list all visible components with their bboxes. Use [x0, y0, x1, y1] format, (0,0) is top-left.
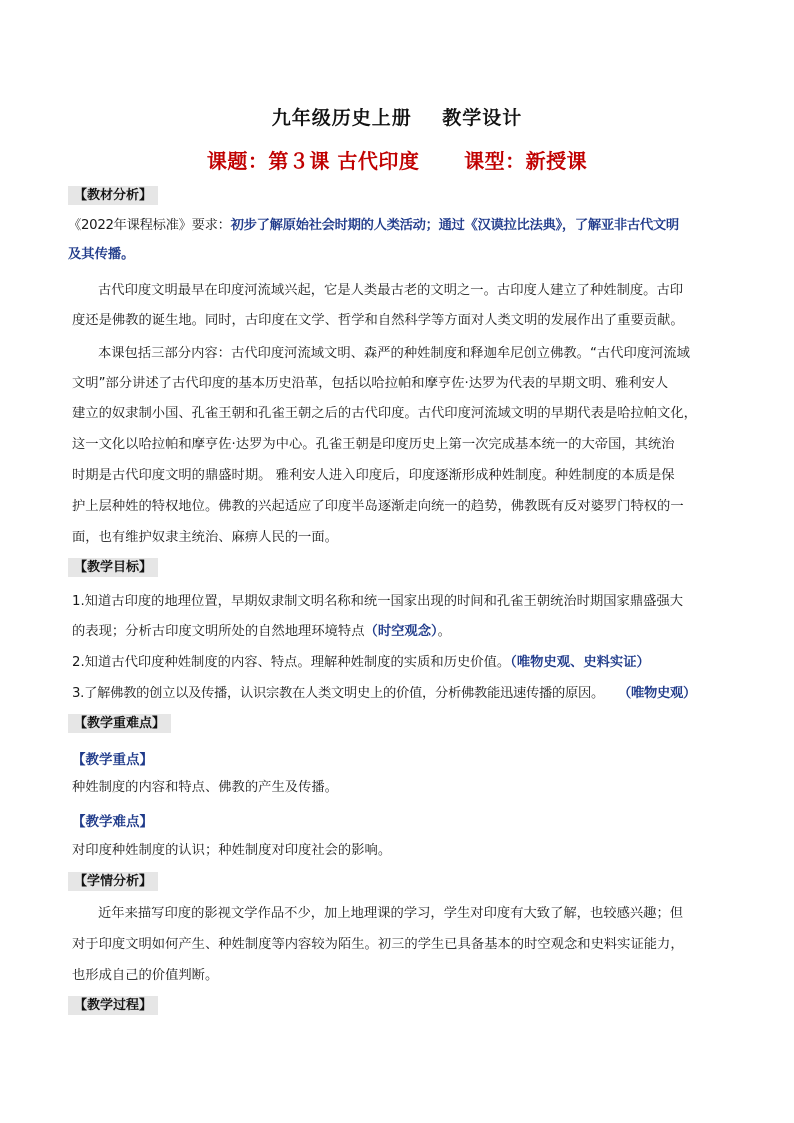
goal-3-text: 3.了解佛教的创立以及传播，认识宗教在人类文明史上的价值，分析佛教能迅速传播的原因。 — [72, 686, 604, 701]
curriculum-standard — [68, 216, 728, 236]
analysis-p2-line4: 这一文化以哈拉帕和摩亨佐·达罗为中心。孔雀王朝是印度历史上第一次完成基本统一的大帝国，其统治 — [72, 437, 675, 452]
analysis-p1-line2: 度还是佛教的诞生地。同时，古印度在文学、哲学和自然科学等方面对人类文明的发展作出了重要贡献。 — [72, 313, 684, 328]
students-line1: 近年来描写印度的影视文学作品不少，加上地理课的学习，学生对印度有大致了解，也较感兴趣；但 — [98, 906, 684, 921]
page-title: 九年级历史上册 教学设计 — [271, 107, 523, 129]
analysis-p2-line1: 本课包括三部分内容：古代印度河流域文明、森严的种姓制度和释迦牟尼创立佛教。“古代印度河流域 — [98, 346, 690, 361]
key-point-heading: 【教学重点】 — [72, 752, 153, 768]
standard-req1: 初步了解原始社会时期的人类活动 — [230, 218, 426, 233]
lesson-subtitle: 课题：第３课 古代印度 课型：新授课 — [206, 149, 588, 173]
goal-1-end: 。 — [437, 624, 451, 639]
goal-1-text: 的表现；分析古印度文明所处的自然地理环境特点 — [72, 624, 365, 639]
section-label-key-difficult: 【教学重难点】 — [68, 714, 171, 733]
analysis-p2-line6: 护上层种姓的特权地位。佛教的兴起适应了印度半岛逐渐走向统一的趋势，佛教既有反对婆罗门特权的一 — [72, 499, 684, 514]
goal-1-line1: 1.知道古印度的地理位置，早期奴隶制文明名称和统一国家出现的时间和孔雀王朝统治时期国家鼎盛强大 — [72, 594, 684, 609]
key-point-text: 种姓制度的内容和特点、佛教的产生及传播。 — [72, 780, 338, 795]
standard-prefix: 《2022年课程标准》要求： — [68, 218, 231, 233]
analysis-p2-line3: 建立的奴隶制小国、孔雀王朝和孔雀王朝之后的古代印度。古代印度河流域文明的早期代表是哈拉帕文化， — [72, 406, 697, 421]
section-label-goals: 【教学目标】 — [68, 558, 158, 577]
goal-2 — [72, 653, 732, 673]
standard-req2-continued: 及其传播。 — [68, 247, 135, 262]
students-line2: 对于印度文明如何产生、种姓制度等内容较为陌生。初三的学生已具备基本的时空观念和史料实证能力， — [72, 937, 684, 952]
students-line3: 也形成自己的价值判断。 — [72, 968, 219, 983]
difficulty-heading: 【教学难点】 — [72, 814, 153, 830]
standard-req2: 通过《汉谟拉比法典》，了解亚非古代文明 — [438, 218, 679, 233]
standard-sep: ； — [425, 218, 439, 233]
goal-3 — [72, 684, 732, 704]
section-label-analysis: 【教材分析】 — [68, 186, 158, 205]
goal-2-tag: （唯物史观、史料实证） — [510, 655, 650, 670]
analysis-p2-line7: 面，也有维护奴隶主统治、麻痹人民的一面。 — [72, 530, 338, 545]
goal-2-text: 2.知道古代印度种姓制度的内容、特点。理解种姓制度的实质和历史价值。 — [72, 655, 511, 670]
section-label-students: 【学情分析】 — [68, 872, 158, 891]
analysis-p2-line2: 文明”部分讲述了古代印度的基本历史沿革，包括以哈拉帕和摩亨佐·达罗为代表的早期文明、雅利安人 — [72, 376, 669, 391]
difficulty-text: 对印度种姓制度的认识；种姓制度对印度社会的影响。 — [72, 843, 392, 858]
goal-1-tag: （时空观念） — [364, 624, 438, 639]
goal-3-tag: （唯物史观） — [617, 686, 696, 701]
section-label-process: 【教学过程】 — [68, 996, 158, 1015]
analysis-p2-line5: 时期是古代印度文明的鼎盛时期。 雅利安人进入印度后，印度逐渐形成种姓制度。种姓制度的本质是保 — [72, 468, 675, 483]
goal-1-line2 — [72, 622, 732, 642]
analysis-p1-line1: 古代印度文明最早在印度河流域兴起，它是人类最古老的文明之一。古印度人建立了种姓制度。古印 — [98, 283, 684, 298]
